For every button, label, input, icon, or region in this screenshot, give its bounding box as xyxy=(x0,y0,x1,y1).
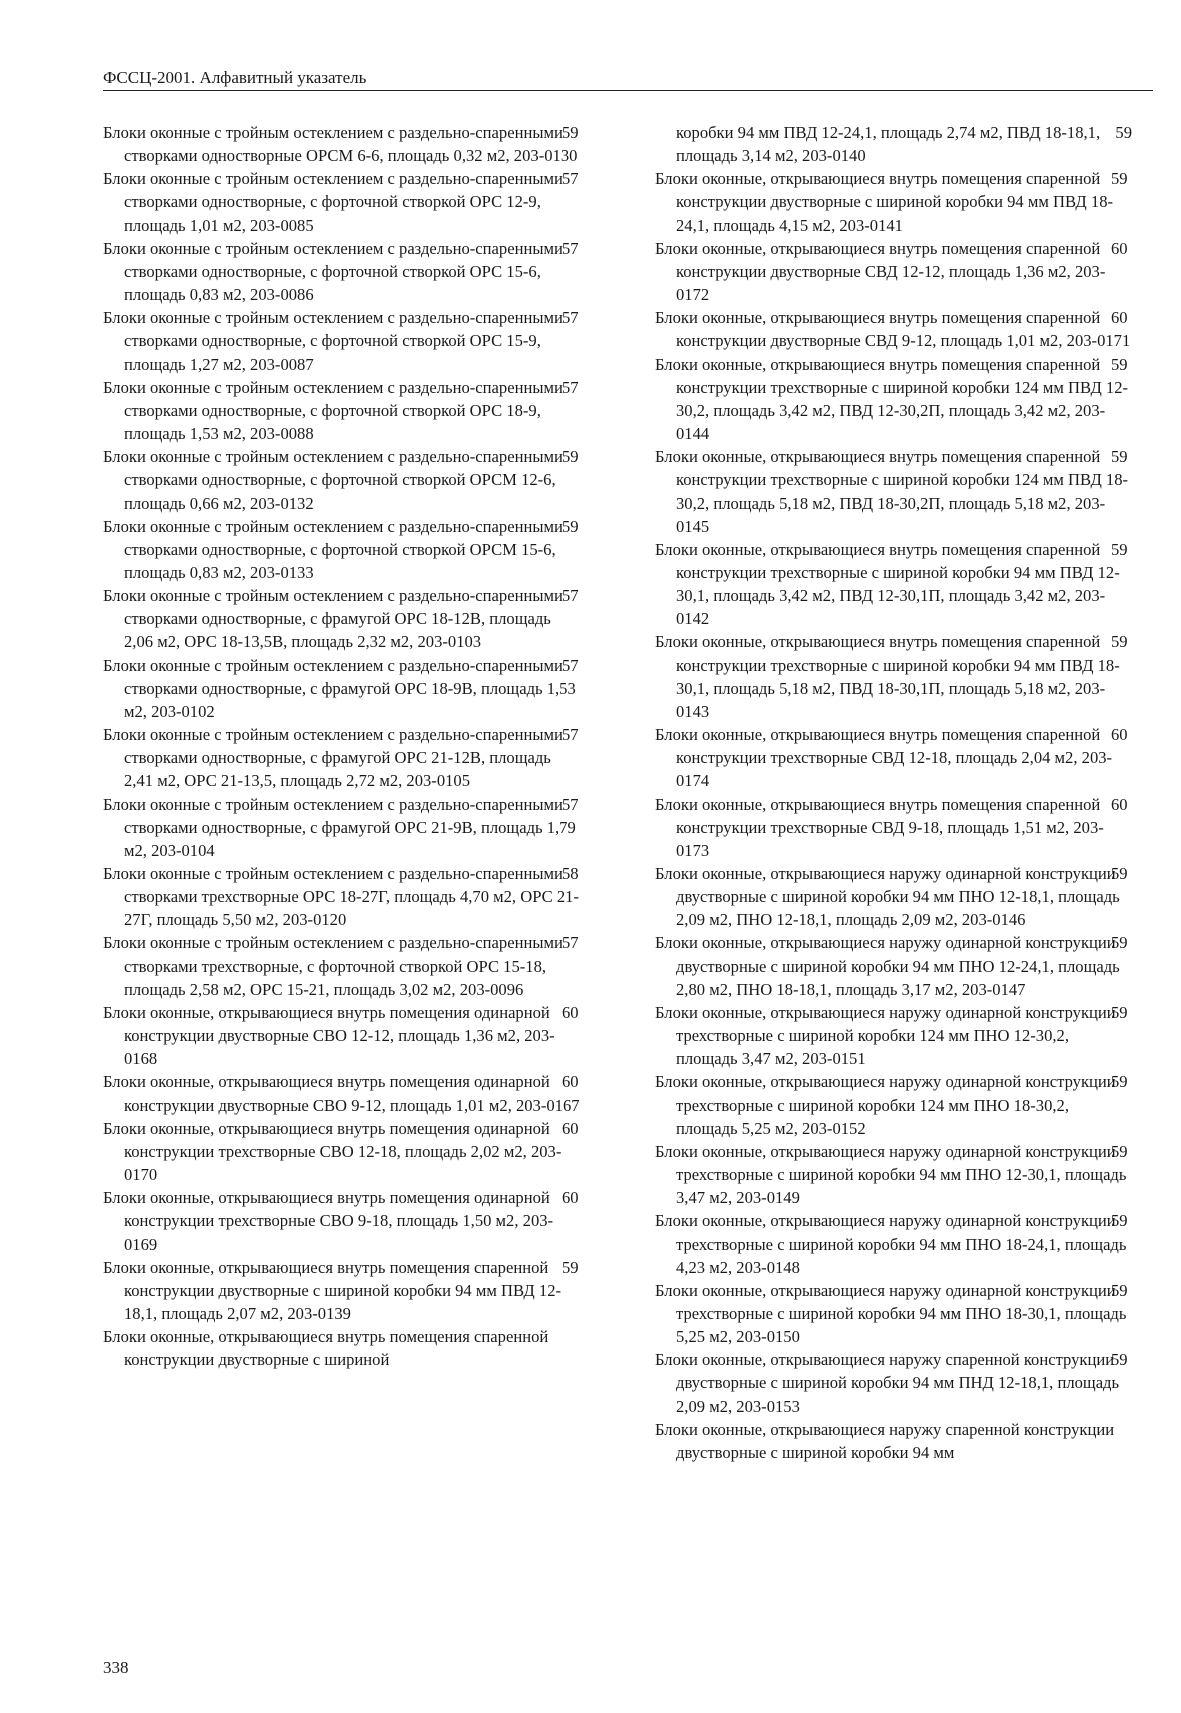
index-entry-text: Блоки оконные с тройным остеклением с раздельно-спаренными створками одностворные, с форточной створкой ОРСМ 15-6, площадь 0,83 м2, 203-0133 xyxy=(103,516,563,582)
index-entry-page: 58 xyxy=(581,862,583,885)
index-entry-page: 59 xyxy=(1130,445,1132,468)
index-entry-page: 59 xyxy=(1130,630,1132,653)
index-entry-text: Блоки оконные, открывающиеся внутрь помещения одинарной конструкции двустворные СВО 12-12, площадь 1,36 м2, 203-0168 xyxy=(103,1002,555,1069)
index-entry-page: 59 xyxy=(1130,862,1132,885)
index-entry-page: 57 xyxy=(581,654,583,677)
index-entry-page: 57 xyxy=(581,167,583,190)
index-entry xyxy=(103,515,583,584)
index-entry xyxy=(655,1418,1132,1464)
index-entry xyxy=(103,167,583,236)
index-entry-text: Блоки оконные, открывающиеся наружу одинарной конструкции трехстворные с шириной коробки 94 мм ПНО 12-30,1, площадь 3,47 м2, 203-0149 xyxy=(655,1141,1127,1208)
index-entry xyxy=(655,1279,1132,1348)
index-entry xyxy=(103,237,583,306)
index-entry xyxy=(655,862,1132,931)
index-entry-page: 60 xyxy=(581,1070,583,1093)
index-entry-text: Блоки оконные с тройным остеклением с раздельно-спаренными створками одностворные, с фрамугой ОРС 21-12В, площадь 2,41 м2, ОРС 21-13,5, площадь 2,72 м2, 203-0105 xyxy=(103,725,563,791)
index-entry-page: 57 xyxy=(581,793,583,816)
index-entry xyxy=(655,931,1132,1000)
index-entry-text: Блоки оконные с тройным остеклением с раздельно-спаренными створками трехстворные, с форточной створкой ОРС 15-18, площадь 2,58 м2, ОРС 15-21, площадь 3,02 м2, 203-0096 xyxy=(103,933,563,999)
index-entry-text: Блоки оконные, открывающиеся наружу одинарной конструкции трехстворные с шириной коробки 124 мм ПНО 18-30,2, площадь 5,25 м2, 203-0152 xyxy=(655,1072,1116,1138)
index-entry-text: Блоки оконные, открывающиеся внутрь помещения спаренной конструкции трехстворные с шириной коробки 94 мм ПВД 18-30,1, площадь 5,18 м2, ПВД 18-30,1П, площадь 5,18 м2, 203-0143 xyxy=(655,632,1120,721)
index-entry-text: Блоки оконные с тройным остеклением с раздельно-спаренными створками одностворные, с форточной створкой ОРС 12-9, площадь 1,01 м2, 203-0085 xyxy=(103,169,563,235)
index-entry-text: Блоки оконные с тройным остеклением с раздельно-спаренными створками трехстворные ОРС 18-27Г, площадь 4,70 м2, ОРС 21-27Г, площадь 5,50 м2, 203-0120 xyxy=(103,864,579,930)
index-entry-page: 57 xyxy=(581,931,583,954)
index-entry-page: 59 xyxy=(1130,1070,1132,1093)
index-entry xyxy=(103,1070,583,1116)
index-entry-page: 59 xyxy=(581,515,583,538)
index-entry xyxy=(103,584,583,653)
running-header: ФССЦ-2001. Алфавитный указатель xyxy=(103,68,1153,91)
index-entry-page: 60 xyxy=(1130,306,1132,329)
index-entry-text: Блоки оконные, открывающиеся внутрь помещения спаренной конструкции двустворные с шириной коробки 94 мм ПВД 12-18,1, площадь 2,07 м2, 203-0139 xyxy=(103,1257,562,1323)
index-column-right xyxy=(655,121,1132,1464)
index-entry-text: Блоки оконные, открывающиеся внутрь помещения спаренной конструкции двустворные СВД 12-12, площадь 1,36 м2, 203-0172 xyxy=(655,238,1106,305)
index-entry xyxy=(103,723,583,792)
index-entry-text: Блоки оконные, открывающиеся внутрь помещения спаренной конструкции трехстворные с шириной коробки 124 мм ПВД 18-30,2, площадь 5,18 м2, ПВД 18-30,2П, площадь 5,18 м2, 203-0145 xyxy=(655,447,1129,536)
index-entry xyxy=(103,1117,583,1186)
index-entry xyxy=(103,121,583,167)
index-entry-text: Блоки оконные, открывающиеся внутрь помещения спаренной конструкции трехстворные СВД 12-18, площадь 2,04 м2, 203-0174 xyxy=(655,725,1113,791)
index-entry-text: Блоки оконные, открывающиеся наружу спаренной конструкции двустворные с шириной коробки 94 мм xyxy=(655,1419,1115,1462)
index-entry-text: Блоки оконные, открывающиеся наружу одинарной конструкции трехстворные с шириной коробки 94 мм ПНО 18-24,1, площадь 4,23 м2, 203-0148 xyxy=(655,1211,1127,1277)
index-entry-page: 59 xyxy=(581,1256,583,1279)
index-entry xyxy=(655,121,1132,167)
index-entry-page: 59 xyxy=(1130,1348,1132,1371)
index-entry-text: Блоки оконные, открывающиеся внутрь помещения спаренной конструкции трехстворные СВД 9-18, площадь 1,51 м2, 203-0173 xyxy=(655,794,1104,860)
index-entry-text: Блоки оконные, открывающиеся внутрь помещения спаренной конструкции трехстворные с шириной коробки 94 мм ПВД 12-30,1, площадь 3,42 м2, ПВД 12-30,1П, площадь 3,42 м2, 203-0142 xyxy=(655,539,1120,629)
index-entry-text: Блоки оконные с тройным остеклением с раздельно-спаренными створками одностворные, с форточной створкой ОРС 15-9, площадь 1,27 м2, 203-0087 xyxy=(103,308,563,374)
index-entry xyxy=(103,931,583,1000)
index-entry-text: Блоки оконные, открывающиеся внутрь помещения спаренной конструкции трехстворные с шириной коробки 124 мм ПВД 12-30,2, площадь 3,42 м2, ПВД 12-30,2П, площадь 3,42 м2, 203-0144 xyxy=(655,354,1129,444)
index-entry-text: Блоки оконные, открывающиеся наружу одинарной конструкции двустворные с шириной коробки 94 мм ПНО 12-18,1, площадь 2,09 м2, ПНО 12-18,1, площадь 2,09 м2, 203-0146 xyxy=(655,864,1120,930)
index-entry-page: 59 xyxy=(1130,1001,1132,1024)
index-entry xyxy=(655,1348,1132,1417)
index-entry-text: Блоки оконные с тройным остеклением с раздельно-спаренными створками одностворные, с фрамугой ОРС 21-9В, площадь 1,79 м2, 203-0104 xyxy=(103,794,576,860)
index-entry-text: Блоки оконные с тройным остеклением с раздельно-спаренными створками одностворные, с форточной створкой ОРСМ 12-6, площадь 0,66 м2, 203-0132 xyxy=(103,447,563,513)
index-entry-text: коробки 94 мм ПВД 12-24,1, площадь 2,74 м2, ПВД 18-18,1, площадь 3,14 м2, 203-0140 xyxy=(676,123,1101,166)
index-entry xyxy=(103,1256,583,1325)
index-entry xyxy=(103,376,583,445)
index-entry-text: Блоки оконные с тройным остеклением с раздельно-спаренными створками одностворные ОРСМ 6-6, площадь 0,32 м2, 203-0130 xyxy=(103,123,578,166)
index-entry-text: Блоки оконные, открывающиеся внутрь помещения спаренной конструкции двустворные с шириной коробки 94 мм ПВД 18-24,1, площадь 4,15 м2, 203-0141 xyxy=(655,169,1114,235)
index-entry-page: 60 xyxy=(581,1186,583,1209)
index-entry xyxy=(655,723,1132,792)
index-entry xyxy=(655,1001,1132,1070)
index-entry-text: Блоки оконные, открывающиеся наружу одинарной конструкции трехстворные с шириной коробки 94 мм ПНО 18-30,1, площадь 5,25 м2, 203-0150 xyxy=(655,1280,1127,1347)
index-entry xyxy=(655,237,1132,306)
index-entry xyxy=(103,445,583,514)
index-entry xyxy=(103,1325,583,1371)
index-entry-text: Блоки оконные, открывающиеся внутрь помещения одинарной конструкции двустворные СВО 9-12, площадь 1,01 м2, 203-0167 xyxy=(103,1072,580,1115)
index-entry xyxy=(655,630,1132,723)
index-entry-page: 57 xyxy=(581,376,583,399)
index-entry-text: Блоки оконные с тройным остеклением с раздельно-спаренными створками одностворные, с фрамугой ОРС 18-12В, площадь 2,06 м2, ОРС 18-13,5В, площадь 2,32 м2, 203-0103 xyxy=(103,586,563,652)
index-entry-page: 59 xyxy=(1130,1209,1132,1232)
index-entry-page: 60 xyxy=(581,1001,583,1024)
index-entry-text: Блоки оконные, открывающиеся внутрь помещения одинарной конструкции трехстворные СВО 9-18, площадь 1,50 м2, 203-0169 xyxy=(103,1188,554,1254)
index-entry xyxy=(655,353,1132,446)
index-entry-page: 57 xyxy=(581,237,583,260)
index-entry-page: 59 xyxy=(581,121,583,144)
index-entry-page: 57 xyxy=(581,723,583,746)
index-entry-text: Блоки оконные, открывающиеся внутрь помещения спаренной конструкции двустворные СВД 9-12, площадь 1,01 м2, 203-0171 xyxy=(655,308,1131,351)
index-entry-page: 57 xyxy=(581,584,583,607)
index-entry-page: 59 xyxy=(1130,931,1132,954)
index-entry-text: Блоки оконные, открывающиеся внутрь помещения одинарной конструкции трехстворные СВО 12-18, площадь 2,02 м2, 203-0170 xyxy=(103,1118,562,1185)
index-entry xyxy=(655,538,1132,631)
index-entry xyxy=(103,306,583,375)
index-entry xyxy=(655,1070,1132,1139)
index-entry-page: 59 xyxy=(1130,1279,1132,1302)
index-entry xyxy=(103,793,583,862)
index-entry xyxy=(103,1001,583,1070)
index-entry xyxy=(655,167,1132,236)
index-entry-text: Блоки оконные, открывающиеся наружу одинарной конструкции трехстворные с шириной коробки 124 мм ПНО 12-30,2, площадь 3,47 м2, 203-0151 xyxy=(655,1002,1116,1069)
index-entry-page: 57 xyxy=(581,306,583,329)
page-number: 338 xyxy=(103,1658,129,1677)
index-entry-text: Блоки оконные, открывающиеся наружу спаренной конструкции двустворные с шириной коробки 94 мм ПНД 12-18,1, площадь 2,09 м2, 203-0153 xyxy=(655,1350,1120,1416)
index-entry-page: 60 xyxy=(1130,723,1132,746)
index-entry-page: 60 xyxy=(581,1117,583,1140)
index-entry xyxy=(655,445,1132,538)
index-entry xyxy=(655,306,1132,352)
index-entry xyxy=(655,1209,1132,1278)
index-entry-page: 59 xyxy=(1130,1140,1132,1163)
index-entry-page: 59 xyxy=(1130,167,1132,190)
index-entry xyxy=(103,1186,583,1255)
index-entry-page: 59 xyxy=(1130,538,1132,561)
index-entry xyxy=(655,1140,1132,1209)
index-entry-page: 59 xyxy=(581,445,583,468)
index-entry xyxy=(103,654,583,723)
index-entry-text: Блоки оконные, открывающиеся внутрь помещения спаренной конструкции двустворные с шириной xyxy=(103,1327,549,1370)
index-column-left xyxy=(103,121,583,1371)
index-entry-text: Блоки оконные, открывающиеся наружу одинарной конструкции двустворные с шириной коробки 94 мм ПНО 12-24,1, площадь 2,80 м2, ПНО 18-18,1, площадь 3,17 м2, 203-0147 xyxy=(655,933,1120,999)
index-entry-text: Блоки оконные с тройным остеклением с раздельно-спаренными створками одностворные, с фрамугой ОРС 18-9В, площадь 1,53 м2, 203-0102 xyxy=(103,655,576,721)
index-entry-page: 60 xyxy=(1130,237,1132,260)
index-entry-text: Блоки оконные с тройным остеклением с раздельно-спаренными створками одностворные, с форточной створкой ОРС 18-9, площадь 1,53 м2, 203-0088 xyxy=(103,377,563,444)
index-entry-text: Блоки оконные с тройным остеклением с раздельно-спаренными створками одностворные, с форточной створкой ОРС 15-6, площадь 0,83 м2, 203-0086 xyxy=(103,238,563,305)
index-entry-page: 59 xyxy=(1130,353,1132,376)
index-entry xyxy=(103,862,583,931)
index-entry xyxy=(655,793,1132,862)
index-entry-page: 60 xyxy=(1130,793,1132,816)
index-entry-page: 59 xyxy=(1113,121,1132,144)
